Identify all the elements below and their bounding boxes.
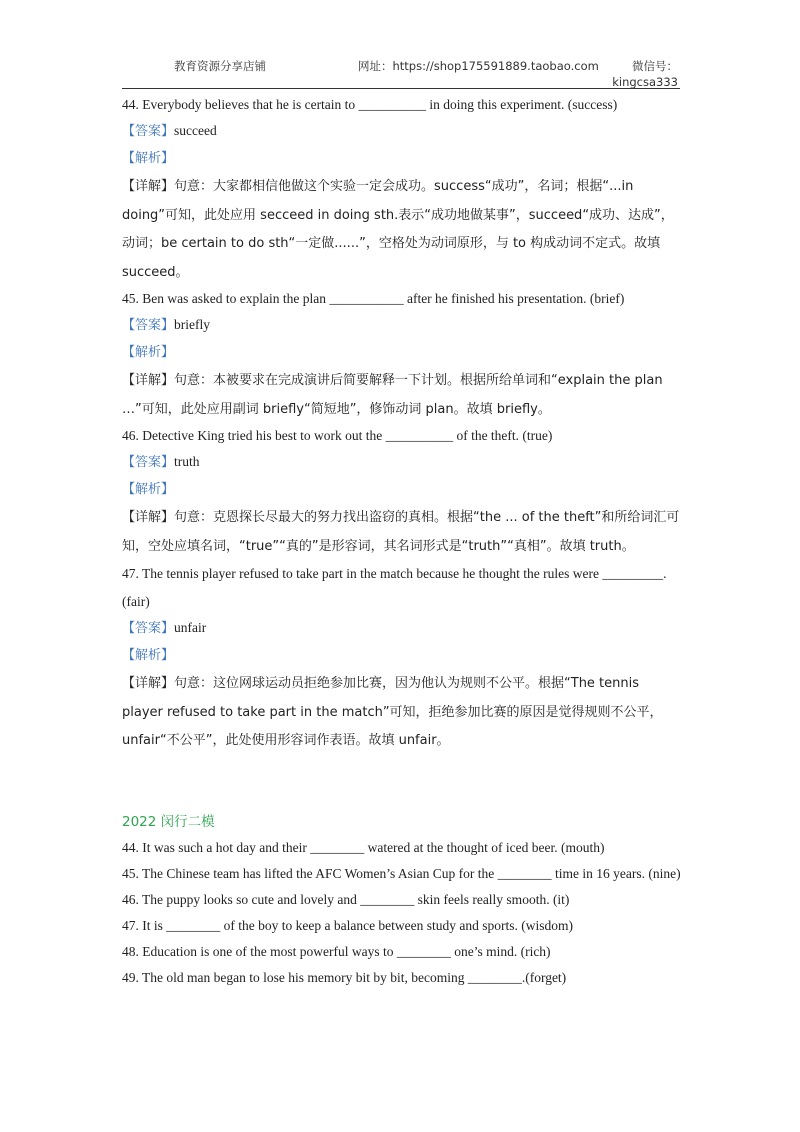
item-47 — [122, 560, 682, 755]
question-text: 46. Detective King tried his best to work out the __________ of the theft. (true) — [122, 428, 553, 443]
page-header — [122, 52, 680, 89]
section-question-44: 44. It was such a hot day and their ________ watered at the thought of iced beer. (mouth) — [122, 839, 605, 855]
question-text: 47. The tennis player refused to take part in the match because he thought the rules were _________. (fair) — [122, 566, 667, 609]
analysis-label: 【解析】 — [122, 482, 175, 497]
item-45 — [122, 286, 682, 423]
analysis-label: 【解析】 — [122, 345, 175, 360]
answer-label: 【答案】 — [122, 318, 175, 333]
shop-name: 教育资源分享店铺 — [174, 59, 266, 73]
section-question-48: 48. Education is one of the most powerful ways to ________ one’s mind. (rich) — [122, 943, 551, 959]
wechat-label: 微信号： — [632, 59, 678, 73]
analysis-label: 【解析】 — [122, 648, 175, 663]
item-44 — [122, 92, 682, 286]
answer-label: 【答案】 — [122, 621, 175, 636]
shop-url[interactable]: 网址：https://shop175591889.taobao.com — [358, 59, 599, 73]
detail-text: 句意：本被要求在完成演讲后简要解释一下计划。根据所给单词和“explain the plan …”可知，此处应用副词 briefly“简短地”，修饰动词 plan。故填 briefly。 — [122, 373, 663, 417]
wechat-id: kingcsa333 — [612, 75, 678, 89]
section-questions — [122, 835, 682, 991]
detail-label: 【详解】 — [122, 676, 175, 691]
detail-label: 【详解】 — [122, 179, 175, 194]
question-text: 44. Everybody believes that he is certain to __________ in doing this experiment. (success) — [122, 97, 618, 112]
question-text: 45. Ben was asked to explain the plan ___________ after he finished his presentation. (brief) — [122, 291, 625, 306]
detail-label: 【详解】 — [122, 510, 175, 525]
answer-text: briefly — [174, 317, 211, 332]
answer-text: truth — [174, 454, 200, 469]
answer-text: succeed — [174, 123, 217, 138]
answer-label: 【答案】 — [122, 124, 175, 139]
section-question-49: 49. The old man began to lose his memory bit by bit, becoming ________.(forget) — [122, 969, 567, 985]
analysis-label: 【解析】 — [122, 151, 175, 166]
section-question-46: 46. The puppy looks so cute and lovely and ________ skin feels really smooth. (it) — [122, 891, 570, 907]
section-question-47: 47. It is ________ of the boy to keep a balance between study and sports. (wisdom) — [122, 917, 574, 933]
answer-text: unfair — [174, 620, 207, 635]
detail-label: 【详解】 — [122, 373, 175, 388]
detail-text: 句意：这位网球运动员拒绝参加比赛，因为他认为规则不公平。根据“The tennis player refused to take part in the match”可知，拒绝参加比赛的原因是觉得规则不公平，unfair“不公平”，此处使用形容词作表语。故填 unfair。 — [122, 676, 663, 748]
item-46 — [122, 423, 682, 560]
section-title: 2022 闵行二模 — [122, 813, 215, 830]
detail-text: 句意：大家都相信他做这个实验一定会成功。success“成功”，名词；根据“...in doing”可知，此处应用 secceed in doing sth.表示“成功地做某事”，succeed“成功、达成”，动词；be certain to do sth“一定做......”，空格处为动词原形，与 to 构成动词不定式。故填 succeed。 — [122, 179, 674, 280]
answer-label: 【答案】 — [122, 455, 175, 470]
wechat-info — [612, 58, 678, 90]
detail-text: 句意：克恩探长尽最大的努力找出盗窃的真相。根据“the ... of the theft”和所给词汇可知，空处应填名词，“true”“真的”是形容词，其名词形式是“truth”“真相”。故填 truth。 — [122, 510, 680, 554]
section-question-45: 45. The Chinese team has lifted the AFC Women’s Asian Cup for the ________ time in 16 years. (nine) — [122, 865, 681, 881]
document-body — [122, 92, 682, 991]
